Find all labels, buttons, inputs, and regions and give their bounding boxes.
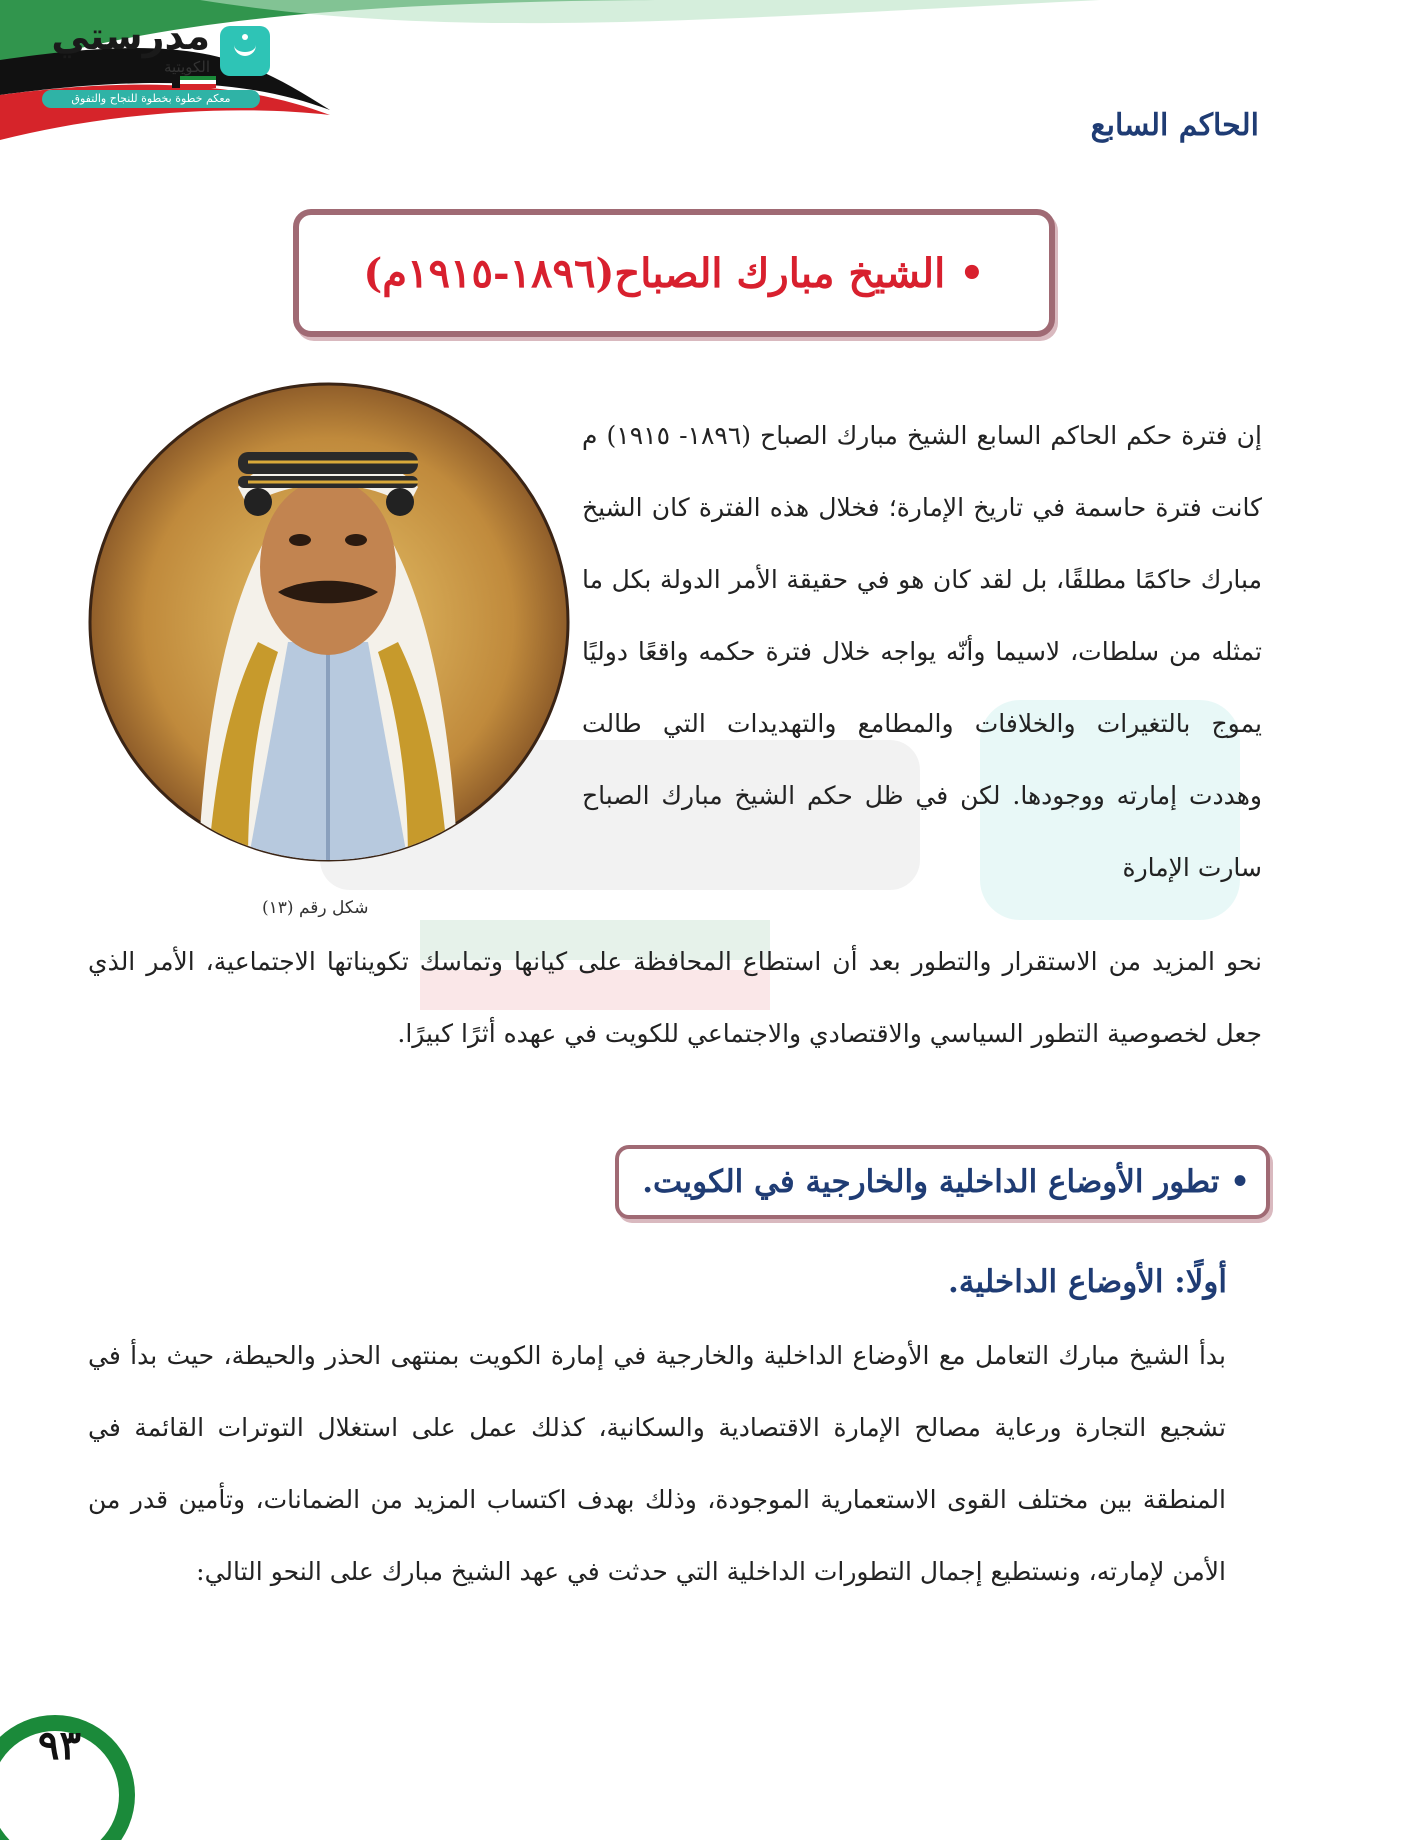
figure-caption: شكل رقم (١٣)	[262, 898, 369, 918]
kuwait-flag-icon	[172, 76, 216, 88]
logo-subtitle: الكويتية	[163, 58, 210, 76]
logo-tagline: معكم خطوة بخطوة للنجاح والتفوق	[42, 90, 260, 108]
logo-name: مدرستي	[51, 14, 210, 58]
subsection-paragraph: بدأ الشيخ مبارك التعامل مع الأوضاع الداخلية والخارجية في إمارة الكويت بمنتهى الحذر والحيطة، حيث بدأ في تشجيع التجارة ورعاية مصالح الإمارة الاقتصادية والسكانية، كذلك عمل على استغلال التوترات القائمة في المنطقة بين مختلف القوى الاستعمارية الموجودة، وذلك بهدف اكتساب المزيد من الضمانات، وتأمين قدر من الأمن لإمارته، ونستطيع إجمال التطورات الداخلية التي حدثت في عهد الشيخ مبارك على النحو التالي:	[88, 1341, 1226, 1586]
page-number-badge	[0, 1700, 140, 1840]
portrait-image	[88, 382, 570, 862]
intro-paragraph-continued: نحو المزيد من الاستقرار والتطور بعد أن استطاع المحافظة على كيانها وتماسك تكويناتها الاجتماعية، الأمر الذي جعل لخصوصية التطور السياسي والاقتصادي والاجتماعي للكويت في عهده أثرًا كبيرًا.	[88, 947, 1262, 1048]
logo-icon	[220, 26, 270, 76]
section-title: • تطور الأوضاع الداخلية والخارجية في الكويت.	[642, 1164, 1250, 1200]
page-title: • الشيخ مبارك الصباح(١٨٩٦-١٩١٥م)	[363, 249, 985, 297]
page-number: ٩٣	[38, 1722, 81, 1769]
subsection-heading: أولًا: الأوضاع الداخلية.	[948, 1264, 1227, 1300]
title-box	[293, 209, 1055, 337]
brand-logo	[40, 8, 270, 108]
section-title-box	[615, 1145, 1270, 1219]
intro-paragraph: إن فترة حكم الحاكم السابع الشيخ مبارك الصباح (١٨٩٦- ١٩١٥) م كانت فترة حاسمة في تاريخ الإمارة؛ فخلال هذه الفترة كان الشيخ مبارك حاكمًا مطلقًا، بل لقد كان هو في حقيقة الأمر الدولة بكل ما تمثله من سلطات، لاسيما وأنّه يواجه خلال فترة حكمه واقعًا دوليًا يموج بالتغيرات والخلافات والمطامع والتهديدات التي طالت وهددت إمارته ووجودها. لكن في ظل حكم الشيخ مبارك الصباح سارت الإمارة	[582, 421, 1262, 882]
chapter-title: الحاكم السابع	[1090, 108, 1259, 143]
